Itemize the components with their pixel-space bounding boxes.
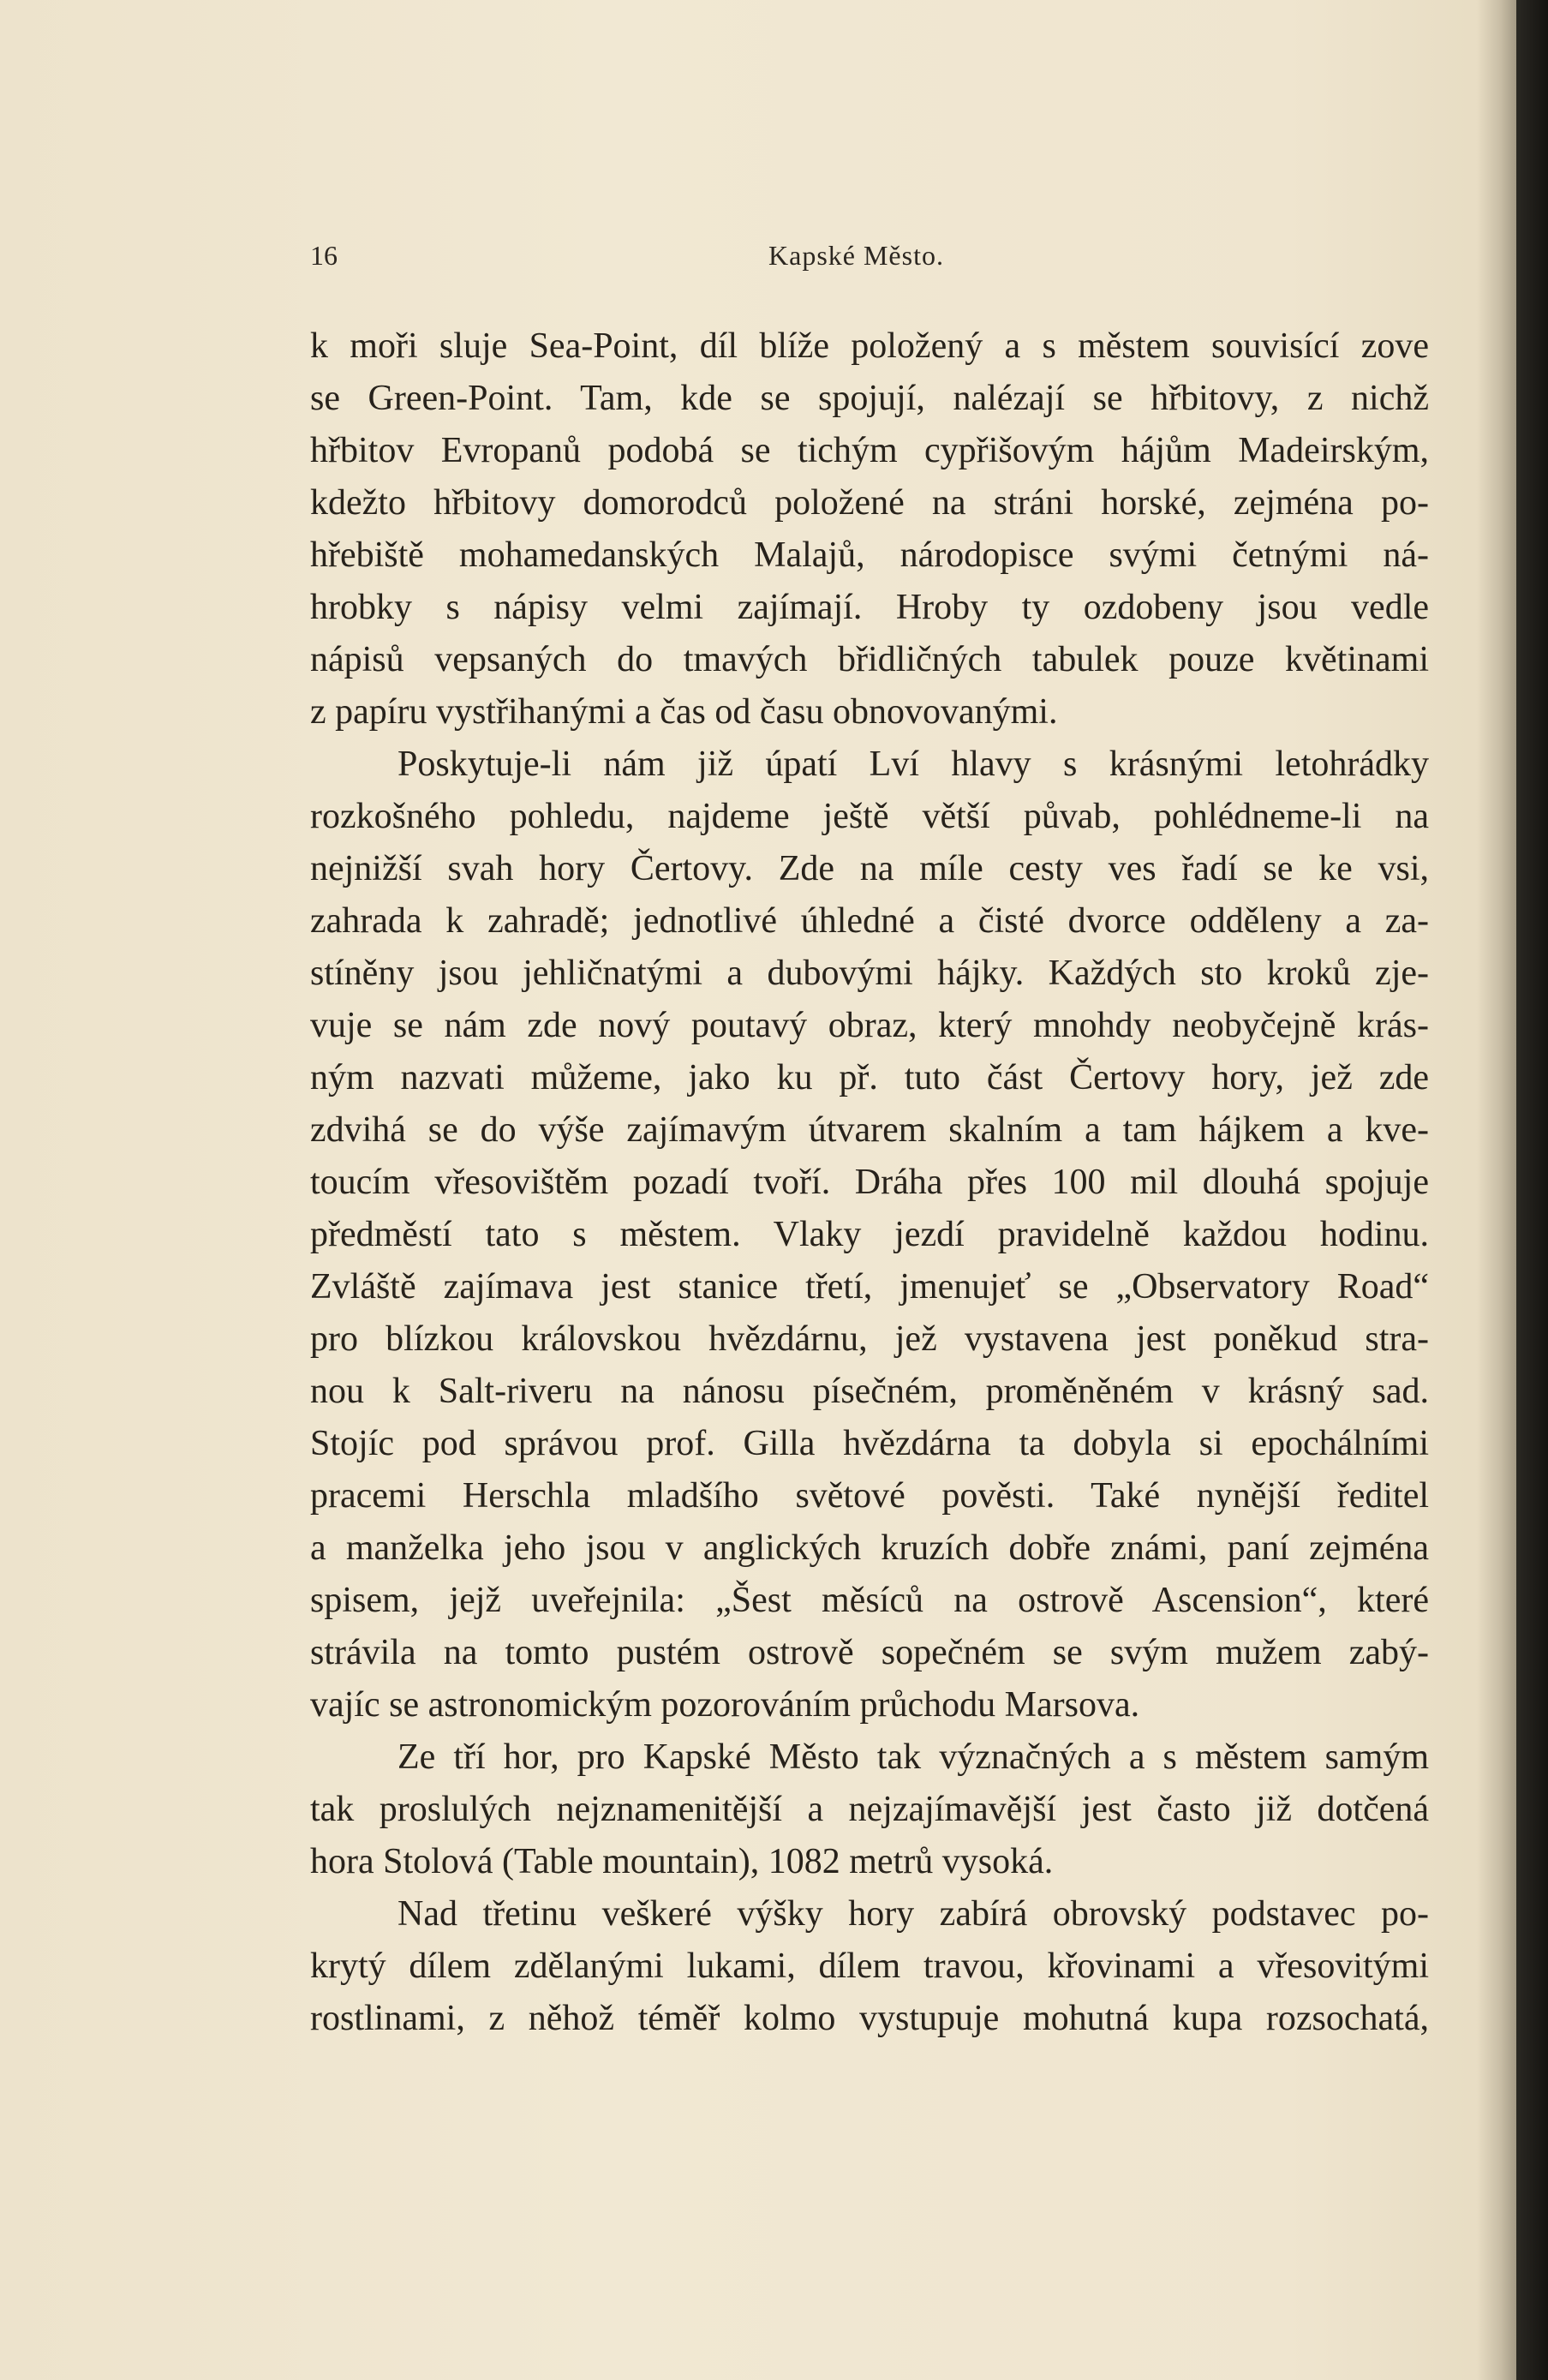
text-line: strávila na tomto pustém ostrově sopečném se svým mužem zabý- bbox=[310, 1633, 1429, 1672]
text-line: hora Stolová (Table mountain), 1082 metrů vysoká. bbox=[310, 1842, 1054, 1881]
page-header bbox=[310, 240, 1432, 283]
text-line: nejnižší svah hory Čertovy. Zde na míle cesty ves řadí se ke vsi, bbox=[310, 849, 1429, 888]
text-line: vuje se nám zde nový poutavý obraz, který mnohdy neobyčejně krás- bbox=[310, 1006, 1429, 1045]
text-line: k moři sluje Sea-Point, díl blíže položený a s městem souvisící zove bbox=[310, 326, 1429, 366]
body-text bbox=[310, 320, 1429, 2045]
text-line: rostlinami, z něhož téměř kolmo vystupuje mohutná kupa rozsochatá, bbox=[310, 1999, 1429, 2038]
text-line: se Green-Point. Tam, kde se spojují, nalézají se hřbitovy, z nichž bbox=[310, 379, 1429, 418]
text-line: Nad třetinu veškeré výšky hory zabírá obrovský podstavec po- bbox=[397, 1894, 1429, 1934]
text-line: hřbitov Evropanů podobá se tichým cypřišovým hájům Madeirským, bbox=[310, 431, 1429, 470]
text-line: Ze tří hor, pro Kapské Město tak význačných a s městem samým bbox=[397, 1737, 1429, 1777]
text-line: pro blízkou královskou hvězdárnu, jež vystavena jest poněkud stra- bbox=[310, 1319, 1429, 1359]
text-line: tak proslulých nejznamenitější a nejzajímavější jest často již dotčená bbox=[310, 1790, 1429, 1829]
text-line: toucím vřesovištěm pozadí tvoří. Dráha přes 100 mil dlouhá spojuje bbox=[310, 1163, 1429, 1202]
text-line: krytý dílem zdělanými lukami, dílem travou, křovinami a vřesovitými bbox=[310, 1946, 1429, 1986]
text-line: pracemi Herschla mladšího světové pověsti. Také nynější ředitel bbox=[310, 1476, 1429, 1516]
text-line: ným nazvati můžeme, jako ku př. tuto část Čertovy hory, jež zde bbox=[310, 1058, 1429, 1097]
text-line: rozkošného pohledu, najdeme ještě větší půvab, pohlédneme-li na bbox=[310, 797, 1429, 836]
text-line: stíněny jsou jehličnatými a dubovými hájky. Každých sto kroků zje- bbox=[310, 954, 1429, 993]
text-line: z papíru vystřihanými a čas od času obnovovanými. bbox=[310, 692, 1058, 732]
text-line: hřebiště mohamedanských Malajů, národopisce svými četnými ná- bbox=[310, 535, 1429, 575]
text-line: hrobky s nápisy velmi zajímají. Hroby ty ozdobeny jsou vedle bbox=[310, 588, 1429, 627]
text-line: kdežto hřbitovy domorodců položené na stráni horské, zejména po- bbox=[310, 483, 1429, 523]
text-line: nápisů vepsaných do tmavých břidličných tabulek pouze květinami bbox=[310, 640, 1429, 679]
running-title: Kapské Město. bbox=[768, 240, 944, 271]
spine-shadow bbox=[1477, 0, 1516, 2380]
text-line: předměstí tato s městem. Vlaky jezdí pravidelně každou hodinu. bbox=[310, 1215, 1429, 1254]
book-edge bbox=[1516, 0, 1548, 2380]
text-line: zdvihá se do výše zajímavým útvarem skalním a tam hájkem a kve- bbox=[310, 1110, 1429, 1150]
text-line: vajíc se astronomickým pozorováním průchodu Marsova. bbox=[310, 1685, 1140, 1725]
text-line: zahrada k zahradě; jednotlivé úhledné a čisté dvorce odděleny a za- bbox=[310, 901, 1429, 941]
text-line: spisem, jejž uveřejnila: „Šest měsíců na ostrově Ascension“, které bbox=[310, 1581, 1429, 1620]
text-line: a manželka jeho jsou v anglických kruzích dobře známi, paní zejména bbox=[310, 1528, 1429, 1568]
text-line: nou k Salt-riveru na nánosu písečném, proměněném v krásný sad. bbox=[310, 1372, 1429, 1411]
text-line: Zvláště zajímava jest stanice třetí, jmenujeť se „Observatory Road“ bbox=[310, 1267, 1429, 1307]
text-line: Stojíc pod správou prof. Gilla hvězdárna ta dobyla si epochálními bbox=[310, 1424, 1429, 1463]
page-number: 16 bbox=[310, 240, 338, 271]
text-line: Poskytuje-li nám již úpatí Lví hlavy s krásnými letohrádky bbox=[397, 744, 1429, 784]
